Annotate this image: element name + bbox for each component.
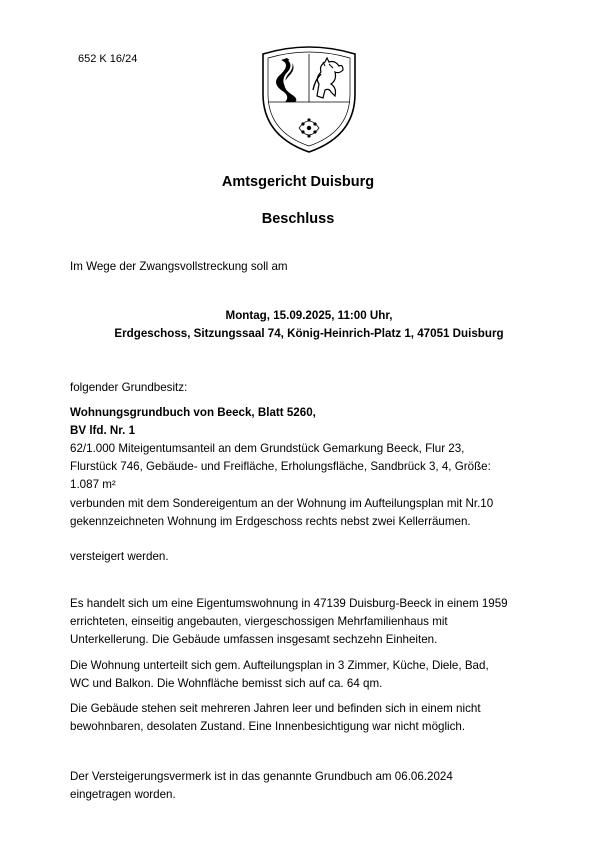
description-line: Unterkellerung. Die Gebäude umfassen insgesamt sechzehn Einheiten. <box>70 633 438 646</box>
description-line: WC und Balkon. Die Wohnfläche bemisst sich auf ca. 64 qm. <box>70 677 383 690</box>
auction-date: Montag, 15.09.2025, 11:00 Uhr, <box>225 309 393 322</box>
description-line: Es handelt sich um eine Eigentumswohnung in 47139 Duisburg-Beeck in einem 1959 <box>70 597 508 610</box>
auction-statement: versteigert werden. <box>70 550 169 563</box>
property-entry: BV lfd. Nr. 1 <box>70 424 136 437</box>
case-number: 652 K 16/24 <box>78 53 138 65</box>
property-intro: folgender Grundbesitz: <box>70 381 188 394</box>
description-line: Die Wohnung unterteilt sich gem. Aufteilungsplan in 3 Zimmer, Küche, Diele, Bad, <box>70 659 489 672</box>
auction-location: Erdgeschoss, Sitzungssaal 74, König-Heinrich-Platz 1, 47051 Duisburg <box>114 327 504 340</box>
property-line: verbunden mit dem Sondereigentum an der Wohnung im Aufteilungsplan mit Nr.10 <box>70 497 494 510</box>
intro-text: Im Wege der Zwangsvollstreckung soll am <box>70 260 288 273</box>
description-line: Die Gebäude stehen seit mehreren Jahren leer und befinden sich in einem nicht <box>70 702 481 715</box>
court-name: Amtsgericht Duisburg <box>221 174 375 190</box>
property-line: gekennzeichneten Wohnung im Erdgeschoss rechts nebst zwei Kellerräumen. <box>70 515 471 528</box>
property-line: 1.087 m² <box>70 478 116 491</box>
property-line: Flurstück 746, Gebäude- und Freifläche, Erholungsfläche, Sandbrück 3, 4, Größe: <box>70 460 491 473</box>
description-line: bewohnbaren, desolaten Zustand. Eine Innenbesichtigung war nicht möglich. <box>70 720 466 733</box>
nrw-coat-of-arms-icon <box>259 44 359 156</box>
property-register: Wohnungsgrundbuch von Beeck, Blatt 5260, <box>70 406 316 419</box>
property-line: 62/1.000 Miteigentumsanteil an dem Grundstück Gemarkung Beeck, Flur 23, <box>70 442 465 455</box>
footer-line: Der Versteigerungsvermerk ist in das genannte Grundbuch am 06.06.2024 <box>70 770 453 783</box>
document-title: Beschluss <box>261 211 335 227</box>
description-line: errichteten, einseitig angebauten, viergeschossigen Mehrfamilienhaus mit <box>70 615 448 628</box>
footer-line: eingetragen worden. <box>70 788 176 801</box>
